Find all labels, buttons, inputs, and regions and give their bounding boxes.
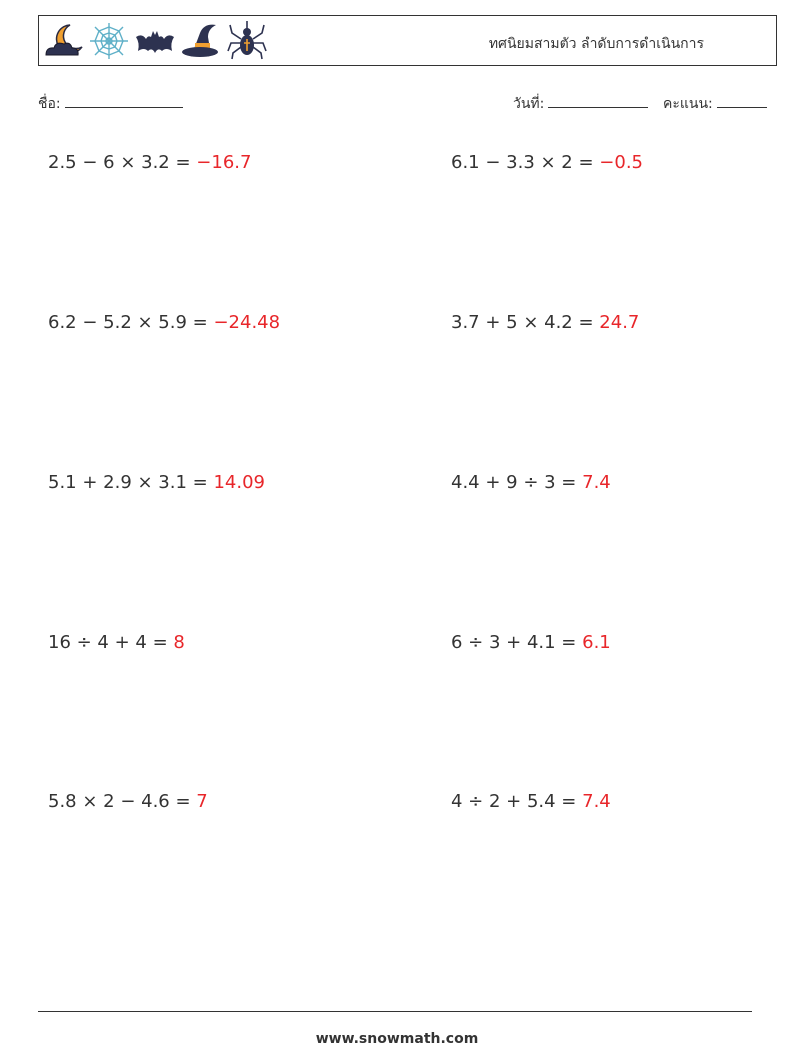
spider-icon [226,21,268,61]
footer-url[interactable]: www.snowmath.com [315,1031,479,1047]
score-blank[interactable] [717,93,767,108]
header-icons [42,21,268,61]
spiderweb-icon [88,21,130,61]
bat-icon [134,21,176,61]
date-blank[interactable] [548,93,648,108]
worksheet-header [38,15,777,66]
problem-answer: 14.09 [213,472,265,493]
problem-question: 4.4 + 9 ÷ 3 = [451,472,577,493]
problem-8 [451,632,611,653]
date-label: วันที่: [513,96,545,112]
witch-hat-icon [180,21,222,61]
date-field[interactable] [513,93,648,115]
problem-answer: 7.4 [582,472,611,493]
problem-7 [48,632,185,653]
name-label: ชื่อ: [38,96,61,112]
problem-2 [451,152,643,173]
score-label: คะแนน: [663,96,713,112]
problem-answer: −24.48 [213,312,281,333]
problem-question: 16 ÷ 4 + 4 = [48,632,168,653]
problem-10 [451,791,611,812]
problem-answer: 7 [196,791,208,812]
problem-3 [48,312,280,333]
problem-9 [48,791,208,812]
problem-answer: 24.7 [599,312,640,333]
problem-1 [48,152,251,173]
problem-answer: −16.7 [196,152,252,173]
score-field[interactable] [663,93,767,115]
problem-question: 6.2 − 5.2 × 5.9 = [48,312,208,333]
worksheet-title: ทศนิยมสามตัว ลำดับการดำเนินการ [488,36,704,52]
problem-5 [48,472,265,493]
problem-question: 5.8 × 2 − 4.6 = [48,791,191,812]
footer-divider [38,1011,752,1012]
problem-answer: 8 [173,632,185,653]
problem-question: 4 ÷ 2 + 5.4 = [451,791,577,812]
problem-question: 5.1 + 2.9 × 3.1 = [48,472,208,493]
name-blank[interactable] [65,93,183,108]
problem-answer: 7.4 [582,791,611,812]
problem-question: 3.7 + 5 × 4.2 = [451,312,594,333]
problem-answer: −0.5 [599,152,644,173]
problem-4 [451,312,639,333]
name-field[interactable] [38,93,183,115]
moon-cloud-icon [42,21,84,61]
problem-question: 6.1 − 3.3 × 2 = [451,152,594,173]
problem-answer: 6.1 [582,632,611,653]
problem-question: 6 ÷ 3 + 4.1 = [451,632,577,653]
problem-6 [451,472,611,493]
problem-question: 2.5 − 6 × 3.2 = [48,152,191,173]
